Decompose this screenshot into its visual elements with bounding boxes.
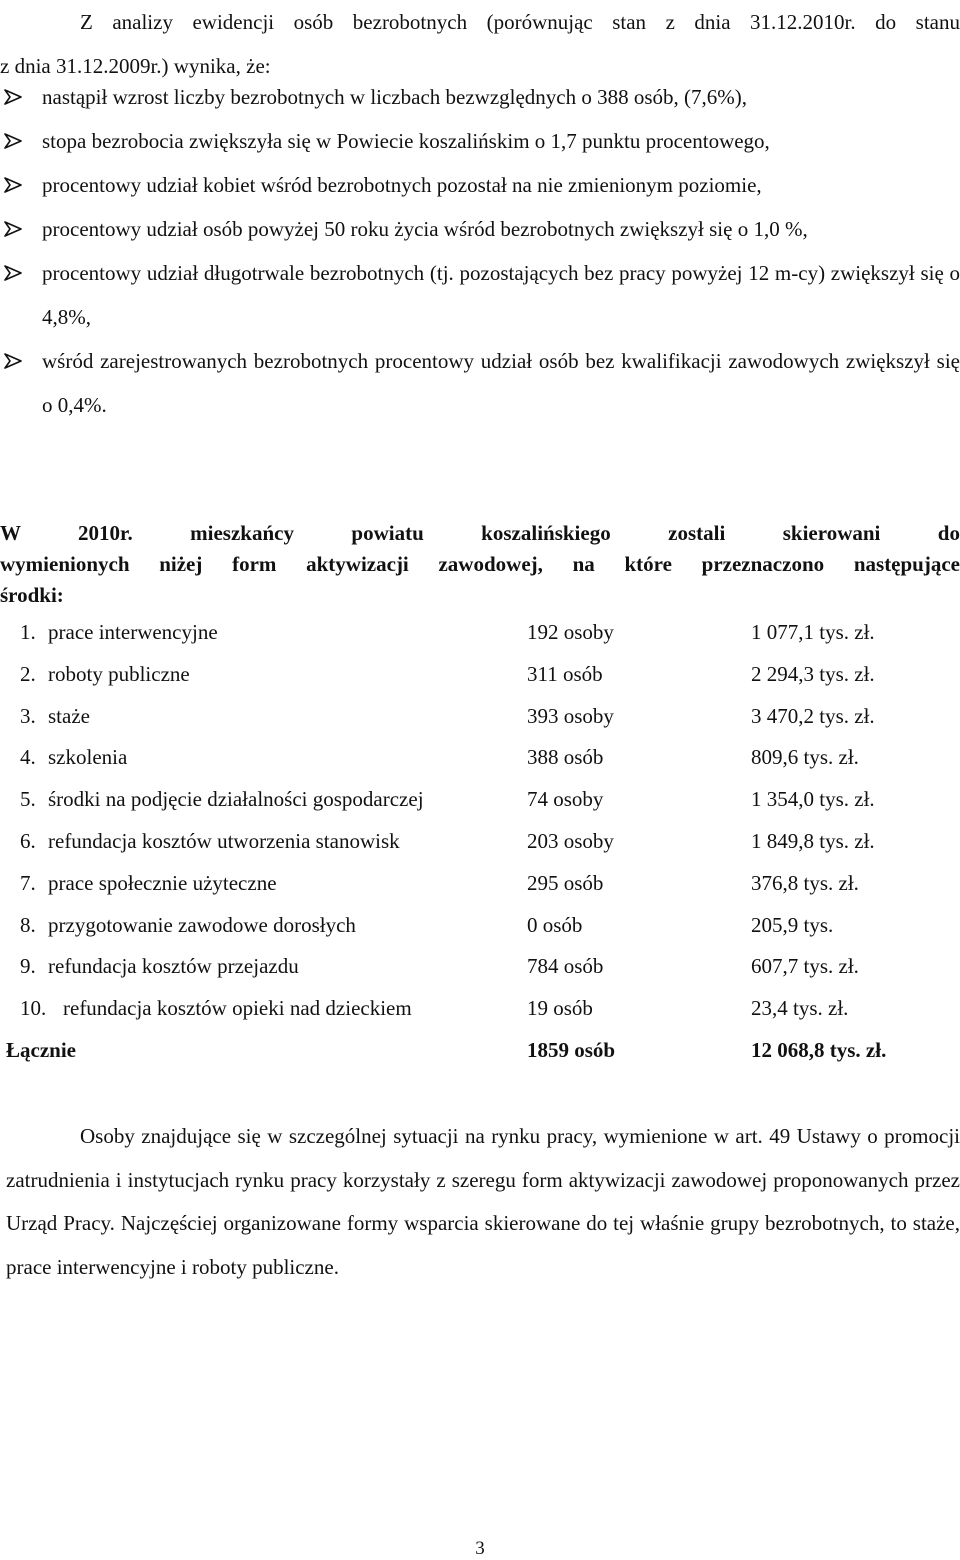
row-amount: 376,8 tys. zł. [751, 870, 859, 895]
table-row [0, 946, 960, 988]
row-label: środki na podjęcie działalności gospodarczej [48, 787, 424, 812]
finding-text: stopa bezrobocia zwiększyła się w Powiecie koszalińskim o 1,7 punktu procentowego, [42, 129, 770, 153]
row-number: 4. [20, 745, 36, 770]
table-row [0, 612, 960, 654]
finding-item [0, 119, 960, 163]
table-row [0, 779, 960, 821]
total-count: 1859 osób [527, 1037, 616, 1062]
row-count: 295 osób [527, 870, 604, 895]
row-number: 7. [20, 870, 36, 895]
section-heading-line-1: W 2010r. mieszkańcy powiatu koszalińskiego zostali skierowani do [0, 521, 960, 545]
row-amount: 1 849,8 tys. zł. [751, 828, 875, 853]
row-label: prace społecznie użyteczne [48, 870, 277, 895]
finding-text: procentowy udział osób powyżej 50 roku życia wśród bezrobotnych zwiększył się o 1,0 %, [42, 217, 808, 241]
intro-line-2: z dnia 31.12.2009r.) wynika, że: [0, 54, 271, 78]
row-count: 192 osoby [527, 620, 614, 644]
row-count: 388 osób [527, 745, 604, 770]
page-number: 3 [475, 1538, 485, 1559]
row-count: 311 osób [527, 661, 603, 686]
row-label: szkolenia [48, 745, 128, 770]
finding-item [0, 207, 960, 251]
row-label: refundacja kosztów opieki nad dzieckiem [63, 996, 412, 1021]
intro-line-1: Z analizy ewidencji osób bezrobotnych (porównując stan z dnia 31.12.2010r. do stanu [80, 10, 960, 34]
row-number: 1. [20, 620, 36, 644]
finding-text: procentowy udział kobiet wśród bezrobotnych pozostał na nie zmienionym poziomie, [42, 173, 762, 197]
total-label: Łącznie [6, 1037, 76, 1062]
row-label: staże [48, 703, 90, 728]
findings-list [0, 75, 960, 427]
row-label: refundacja kosztów utworzenia stanowisk [48, 828, 400, 853]
total-amount: 12 068,8 tys. zł. [751, 1037, 887, 1062]
table-row [0, 988, 960, 1030]
finding-text: nastąpił wzrost liczby bezrobotnych w liczbach bezwzględnych o 388 osób, (7,6%), [42, 85, 748, 109]
row-number: 9. [20, 954, 36, 979]
row-number: 2. [20, 661, 36, 686]
row-amount: 205,9 tys. [751, 912, 834, 937]
row-amount: 809,6 tys. zł. [751, 745, 859, 770]
row-count: 19 osób [527, 996, 593, 1021]
arrowhead-bullet-icon [4, 177, 22, 193]
row-amount: 1 077,1 tys. zł. [751, 620, 875, 644]
section-heading-line-2: wymienionych niżej form aktywizacji zawodowej, na które przeznaczono następujące [0, 552, 960, 576]
row-number: 8. [20, 912, 36, 937]
closing-paragraph [6, 1115, 960, 1289]
arrowhead-bullet-icon [4, 221, 22, 237]
row-number: 10. [20, 996, 47, 1021]
arrowhead-bullet-icon [4, 265, 22, 281]
row-label: refundacja kosztów przejazdu [48, 954, 299, 979]
table-row [0, 863, 960, 905]
arrowhead-bullet-icon [4, 353, 22, 369]
table-total-row [0, 1030, 960, 1072]
arrowhead-bullet-icon [4, 133, 22, 149]
finding-text: wśród zarejestrowanych bezrobotnych procentowy udział osób bez kwalifikacji zawodowych zwiększył się o 0,4%. [42, 349, 960, 417]
row-amount: 607,7 tys. zł. [751, 954, 859, 979]
table-row [0, 696, 960, 738]
section-heading-line-3: środki: [0, 583, 64, 607]
row-count: 74 osoby [527, 787, 604, 812]
row-count: 0 osób [527, 912, 583, 937]
row-number: 3. [20, 703, 36, 728]
finding-text: procentowy udział długotrwale bezrobotnych (tj. pozostających bez pracy powyżej 12 m-cy) zwiększył się o 4,8%, [42, 261, 960, 329]
row-amount: 23,4 tys. zł. [751, 996, 849, 1021]
row-label: prace interwencyjne [48, 620, 218, 644]
table-row [0, 654, 960, 696]
row-amount: 2 294,3 tys. zł. [751, 661, 875, 686]
row-number: 6. [20, 828, 36, 853]
section-heading [0, 518, 960, 611]
row-label: roboty publiczne [48, 661, 190, 686]
finding-item [0, 339, 960, 427]
table-row [0, 821, 960, 863]
row-amount: 3 470,2 tys. zł. [751, 703, 875, 728]
finding-item [0, 75, 960, 119]
finding-item [0, 163, 960, 207]
row-label: przygotowanie zawodowe dorosłych [48, 912, 356, 937]
row-number: 5. [20, 787, 36, 812]
row-count: 393 osoby [527, 703, 614, 728]
finding-item [0, 251, 960, 339]
arrowhead-bullet-icon [4, 89, 22, 105]
closing-paragraph-text: Osoby znajdujące się w szczególnej sytuacji na rynku pracy, wymienione w art. 49 Ustawy o promocji zatrudnienia i instytucjach rynku pracy korzystały z szeregu form aktywizacji zawodowej proponowanych przez Urząd Pracy. Najczęściej organizowane formy wsparcia skierowane do tej właśnie grupy bezrobotnych, to staże, prace interwencyjne i roboty publiczne. [6, 1124, 960, 1279]
table-row [0, 737, 960, 779]
activation-forms-table [0, 612, 960, 1072]
row-count: 784 osób [527, 954, 604, 979]
table-row [0, 905, 960, 947]
row-amount: 1 354,0 tys. zł. [751, 787, 875, 812]
row-count: 203 osoby [527, 828, 614, 853]
